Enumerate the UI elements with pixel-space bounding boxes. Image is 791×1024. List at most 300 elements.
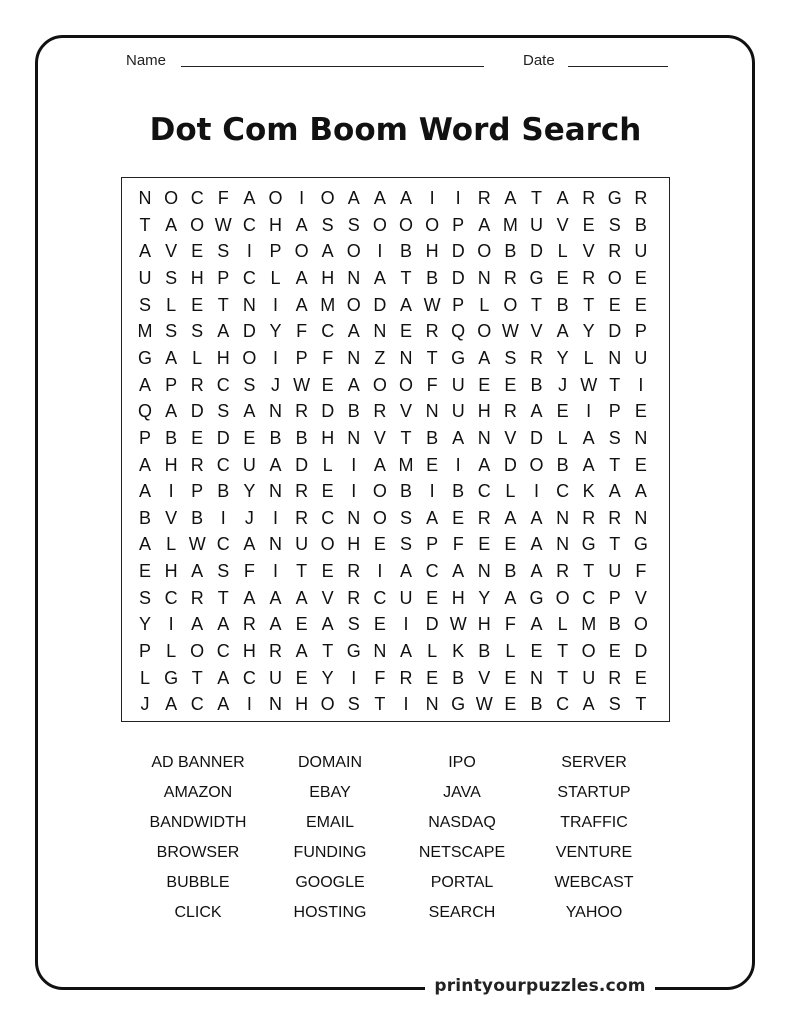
grid-letter[interactable]: S <box>399 507 412 528</box>
grid-letter[interactable]: N <box>556 534 570 555</box>
grid-letter[interactable]: E <box>634 401 647 422</box>
grid-letter[interactable]: N <box>269 534 282 555</box>
grid-letter[interactable]: C <box>582 587 596 608</box>
grid-letter[interactable]: D <box>634 641 648 662</box>
grid-letter[interactable]: P <box>295 347 308 368</box>
grid-letter[interactable]: N <box>347 507 361 528</box>
grid-letter[interactable]: T <box>609 454 621 475</box>
grid-letter[interactable]: C <box>216 454 230 475</box>
grid-letter[interactable]: H <box>190 267 204 288</box>
grid-letter[interactable]: D <box>608 321 622 342</box>
grid-letter[interactable]: A <box>452 561 465 582</box>
grid-letter[interactable]: I <box>246 694 252 715</box>
grid-letter[interactable]: A <box>321 614 334 635</box>
grid-letter[interactable]: B <box>347 401 360 422</box>
grid-letter[interactable]: E <box>478 534 491 555</box>
grid-letter[interactable]: C <box>216 374 230 395</box>
grid-letter[interactable]: R <box>425 321 439 342</box>
grid-letter[interactable]: O <box>607 267 622 288</box>
grid-letter[interactable]: B <box>399 481 412 502</box>
grid-letter[interactable]: O <box>372 507 387 528</box>
grid-letter[interactable]: O <box>581 641 596 662</box>
grid-letter[interactable]: T <box>217 294 229 315</box>
grid-letter[interactable]: K <box>582 481 595 502</box>
grid-letter[interactable]: B <box>269 427 282 448</box>
grid-letter[interactable]: L <box>166 641 177 662</box>
grid-letter[interactable]: O <box>398 374 413 395</box>
grid-letter[interactable]: A <box>191 614 204 635</box>
grid-letter[interactable]: Y <box>478 587 491 608</box>
grid-letter[interactable]: A <box>582 427 595 448</box>
grid-letter[interactable]: O <box>372 481 387 502</box>
grid-letter[interactable]: C <box>477 481 491 502</box>
grid-letter[interactable]: D <box>425 614 439 635</box>
grid-letter[interactable]: K <box>452 641 465 662</box>
grid-letter[interactable]: A <box>243 587 256 608</box>
grid-letter[interactable]: I <box>351 481 357 502</box>
grid-letter[interactable]: E <box>478 374 491 395</box>
grid-letter[interactable]: D <box>295 454 309 475</box>
grid-letter[interactable]: M <box>502 214 518 235</box>
grid-letter[interactable]: H <box>347 534 361 555</box>
grid-letter[interactable]: F <box>322 347 334 368</box>
grid-letter[interactable]: V <box>165 241 178 262</box>
grid-letter[interactable]: S <box>191 321 204 342</box>
grid-letter[interactable]: R <box>608 507 622 528</box>
grid-letter[interactable]: C <box>321 321 335 342</box>
grid-letter[interactable]: O <box>555 587 570 608</box>
grid-letter[interactable]: E <box>191 241 204 262</box>
grid-letter[interactable]: A <box>269 454 282 475</box>
name-field-line[interactable] <box>181 66 484 67</box>
grid-letter[interactable]: S <box>321 214 334 235</box>
grid-letter[interactable]: N <box>138 188 152 208</box>
grid-letter[interactable]: S <box>138 587 151 608</box>
grid-letter[interactable]: B <box>556 294 569 315</box>
grid-letter[interactable]: T <box>531 294 542 315</box>
grid-letter[interactable]: T <box>322 641 334 662</box>
grid-letter[interactable]: E <box>634 667 647 688</box>
grid-letter[interactable]: W <box>214 214 232 235</box>
grid-letter[interactable]: R <box>399 667 413 688</box>
grid-letter[interactable]: O <box>633 614 648 635</box>
grid-letter[interactable]: D <box>503 454 517 475</box>
grid-letter[interactable]: H <box>451 587 465 608</box>
grid-letter[interactable]: I <box>272 294 278 315</box>
grid-letter[interactable]: U <box>295 534 309 555</box>
grid-letter[interactable]: L <box>505 641 516 662</box>
grid-letter[interactable]: A <box>321 241 334 262</box>
grid-letter[interactable]: O <box>164 188 179 208</box>
grid-letter[interactable]: A <box>582 694 595 715</box>
grid-letter[interactable]: H <box>425 241 439 262</box>
grid-letter[interactable]: J <box>558 374 568 395</box>
grid-letter[interactable]: O <box>346 294 361 315</box>
grid-letter[interactable]: O <box>372 374 387 395</box>
grid-letter[interactable]: A <box>504 507 517 528</box>
grid-letter[interactable]: C <box>373 587 387 608</box>
grid-letter[interactable]: T <box>531 188 542 208</box>
grid-letter[interactable]: U <box>399 587 413 608</box>
grid-letter[interactable]: B <box>426 427 439 448</box>
grid-letter[interactable]: P <box>217 267 230 288</box>
grid-letter[interactable]: I <box>168 614 174 635</box>
grid-letter[interactable]: T <box>557 641 569 662</box>
grid-letter[interactable]: E <box>295 667 308 688</box>
grid-letter[interactable]: T <box>191 667 203 688</box>
grid-letter[interactable]: M <box>581 614 597 635</box>
grid-letter[interactable]: E <box>321 561 334 582</box>
grid-letter[interactable]: I <box>272 347 278 368</box>
grid-letter[interactable]: H <box>477 401 491 422</box>
grid-letter[interactable]: A <box>165 694 178 715</box>
grid-letter[interactable]: E <box>321 374 334 395</box>
grid-letter[interactable]: Y <box>321 667 334 688</box>
grid-letter[interactable]: F <box>635 561 647 582</box>
grid-letter[interactable]: B <box>165 427 178 448</box>
grid-letter[interactable]: H <box>216 347 230 368</box>
grid-letter[interactable]: A <box>138 374 151 395</box>
grid-letter[interactable]: A <box>347 321 360 342</box>
grid-letter[interactable]: N <box>347 267 361 288</box>
grid-letter[interactable]: E <box>295 614 308 635</box>
grid-letter[interactable]: S <box>217 561 230 582</box>
grid-letter[interactable]: P <box>426 534 439 555</box>
grid-letter[interactable]: G <box>607 188 622 208</box>
grid-letter[interactable]: A <box>399 641 412 662</box>
grid-letter[interactable]: A <box>217 321 230 342</box>
grid-letter[interactable]: U <box>138 267 152 288</box>
grid-letter[interactable]: O <box>268 188 283 208</box>
grid-letter[interactable]: R <box>269 641 282 662</box>
grid-letter[interactable]: V <box>165 507 178 528</box>
grid-letter[interactable]: A <box>530 507 543 528</box>
grid-letter[interactable]: U <box>242 454 256 475</box>
grid-letter[interactable]: P <box>452 214 465 235</box>
grid-letter[interactable]: C <box>242 214 256 235</box>
grid-letter[interactable]: N <box>399 347 413 368</box>
grid-letter[interactable]: R <box>190 374 204 395</box>
grid-letter[interactable]: R <box>530 347 543 368</box>
grid-letter[interactable]: A <box>243 188 256 208</box>
grid-letter[interactable]: E <box>504 534 517 555</box>
grid-letter[interactable]: B <box>478 641 491 662</box>
grid-letter[interactable]: R <box>190 454 204 475</box>
grid-letter[interactable]: L <box>557 427 568 448</box>
grid-letter[interactable]: H <box>164 454 178 475</box>
grid-letter[interactable]: J <box>271 374 280 395</box>
grid-letter[interactable]: O <box>503 294 518 315</box>
grid-letter[interactable]: I <box>377 241 383 262</box>
grid-letter[interactable]: E <box>634 454 647 475</box>
grid-letter[interactable]: T <box>139 214 151 235</box>
grid-letter[interactable]: H <box>321 267 335 288</box>
grid-letter[interactable]: U <box>634 241 648 262</box>
grid-letter[interactable]: R <box>582 267 596 288</box>
grid-letter[interactable]: D <box>451 241 465 262</box>
grid-letter[interactable]: R <box>347 587 361 608</box>
grid-letter[interactable]: A <box>556 321 569 342</box>
grid-letter[interactable]: N <box>269 694 282 715</box>
grid-letter[interactable]: A <box>217 667 230 688</box>
grid-letter[interactable]: A <box>295 214 308 235</box>
grid-letter[interactable]: Z <box>374 347 386 368</box>
grid-letter[interactable]: Y <box>138 614 151 635</box>
grid-letter[interactable]: E <box>426 587 439 608</box>
grid-letter[interactable]: A <box>295 294 308 315</box>
grid-letter[interactable]: E <box>608 294 621 315</box>
grid-letter[interactable]: R <box>582 507 596 528</box>
grid-letter[interactable]: A <box>217 694 230 715</box>
grid-letter[interactable]: E <box>321 481 334 502</box>
grid-letter[interactable]: G <box>581 534 596 555</box>
grid-letter[interactable]: I <box>351 667 357 688</box>
grid-letter[interactable]: S <box>165 267 178 288</box>
grid-letter[interactable]: W <box>580 374 598 395</box>
grid-letter[interactable]: T <box>374 694 386 715</box>
grid-letter[interactable]: A <box>243 401 256 422</box>
grid-letter[interactable]: F <box>452 534 464 555</box>
grid-letter[interactable]: E <box>556 401 569 422</box>
grid-letter[interactable]: G <box>346 641 361 662</box>
grid-letter[interactable]: L <box>557 614 568 635</box>
grid-letter[interactable]: A <box>217 614 230 635</box>
grid-letter[interactable]: A <box>243 534 256 555</box>
grid-letter[interactable]: O <box>372 214 387 235</box>
grid-letter[interactable]: E <box>634 294 647 315</box>
grid-letter[interactable]: R <box>503 401 517 422</box>
grid-letter[interactable]: L <box>583 347 594 368</box>
grid-letter[interactable]: A <box>608 481 621 502</box>
grid-letter[interactable]: S <box>217 401 230 422</box>
grid-letter[interactable]: R <box>295 481 309 502</box>
grid-letter[interactable]: I <box>429 188 435 208</box>
grid-letter[interactable]: A <box>165 401 178 422</box>
grid-letter[interactable]: C <box>216 641 230 662</box>
grid-letter[interactable]: L <box>192 347 203 368</box>
grid-letter[interactable]: A <box>138 534 151 555</box>
grid-letter[interactable]: T <box>583 561 595 582</box>
grid-letter[interactable]: Y <box>582 321 595 342</box>
grid-letter[interactable]: F <box>296 321 308 342</box>
grid-letter[interactable]: O <box>320 534 335 555</box>
grid-letter[interactable]: B <box>295 427 308 448</box>
grid-letter[interactable]: G <box>529 587 544 608</box>
grid-letter[interactable]: L <box>166 294 177 315</box>
grid-letter[interactable]: R <box>242 614 256 635</box>
grid-letter[interactable]: B <box>191 507 204 528</box>
grid-letter[interactable]: E <box>373 534 386 555</box>
grid-letter[interactable]: V <box>556 214 569 235</box>
grid-letter[interactable]: E <box>138 561 151 582</box>
grid-letter[interactable]: P <box>608 401 621 422</box>
grid-letter[interactable]: U <box>582 667 596 688</box>
grid-letter[interactable]: E <box>399 321 412 342</box>
grid-letter[interactable]: I <box>220 507 226 528</box>
grid-letter[interactable]: R <box>503 267 517 288</box>
grid-letter[interactable]: O <box>242 347 257 368</box>
grid-letter[interactable]: I <box>246 241 252 262</box>
grid-letter[interactable]: C <box>190 694 204 715</box>
grid-letter[interactable]: U <box>451 401 465 422</box>
grid-letter[interactable]: E <box>191 427 204 448</box>
grid-letter[interactable]: I <box>455 188 461 208</box>
grid-letter[interactable]: A <box>478 347 491 368</box>
grid-letter[interactable]: O <box>190 214 205 235</box>
grid-letter[interactable]: T <box>609 534 621 555</box>
grid-letter[interactable]: A <box>269 587 282 608</box>
grid-letter[interactable]: I <box>299 188 305 208</box>
grid-letter[interactable]: N <box>347 427 361 448</box>
grid-letter[interactable]: N <box>634 507 648 528</box>
grid-letter[interactable]: N <box>269 401 282 422</box>
grid-letter[interactable]: O <box>320 694 335 715</box>
grid-letter[interactable]: G <box>451 347 466 368</box>
grid-letter[interactable]: A <box>582 454 595 475</box>
grid-letter[interactable]: E <box>634 267 647 288</box>
grid-letter[interactable]: C <box>216 534 230 555</box>
grid-letter[interactable]: H <box>295 694 309 715</box>
grid-letter[interactable]: P <box>634 321 647 342</box>
grid-letter[interactable]: B <box>530 374 543 395</box>
grid-letter[interactable]: M <box>137 321 153 342</box>
grid-letter[interactable]: H <box>269 214 282 235</box>
grid-letter[interactable]: R <box>477 188 491 208</box>
grid-letter[interactable]: A <box>191 561 204 582</box>
date-field-line[interactable] <box>568 66 668 67</box>
grid-letter[interactable]: U <box>269 667 282 688</box>
grid-letter[interactable]: O <box>294 241 309 262</box>
grid-letter[interactable]: R <box>608 667 622 688</box>
grid-letter[interactable]: T <box>635 694 647 715</box>
grid-letter[interactable]: U <box>634 347 648 368</box>
grid-letter[interactable]: T <box>583 294 595 315</box>
grid-letter[interactable]: N <box>425 694 439 715</box>
grid-letter[interactable]: G <box>164 667 179 688</box>
grid-letter[interactable]: A <box>478 454 491 475</box>
grid-letter[interactable]: F <box>504 614 516 635</box>
grid-letter[interactable]: E <box>426 454 439 475</box>
grid-letter[interactable]: I <box>455 454 461 475</box>
grid-letter[interactable]: C <box>425 561 439 582</box>
grid-letter[interactable]: S <box>138 294 151 315</box>
grid-letter[interactable]: D <box>530 427 543 448</box>
grid-letter[interactable]: A <box>452 427 465 448</box>
grid-letter[interactable]: L <box>322 454 333 475</box>
grid-letter[interactable]: F <box>243 561 255 582</box>
grid-letter[interactable]: H <box>164 561 178 582</box>
grid-letter[interactable]: T <box>217 587 229 608</box>
grid-letter[interactable]: W <box>293 374 311 395</box>
grid-letter[interactable]: P <box>138 641 151 662</box>
grid-letter[interactable]: B <box>504 561 517 582</box>
grid-letter[interactable]: T <box>557 667 569 688</box>
grid-letter[interactable]: N <box>634 427 648 448</box>
grid-letter[interactable]: R <box>582 188 596 208</box>
grid-letter[interactable]: S <box>608 427 621 448</box>
grid-letter[interactable]: D <box>216 427 230 448</box>
grid-letter[interactable]: I <box>272 507 278 528</box>
grid-letter[interactable]: A <box>530 534 543 555</box>
grid-letter[interactable]: V <box>373 427 386 448</box>
grid-letter[interactable]: S <box>347 694 360 715</box>
grid-letter[interactable]: I <box>351 454 357 475</box>
grid-letter[interactable]: N <box>477 267 491 288</box>
grid-letter[interactable]: W <box>501 321 519 342</box>
grid-letter[interactable]: C <box>556 694 570 715</box>
grid-letter[interactable]: A <box>138 454 151 475</box>
grid-letter[interactable]: G <box>137 347 152 368</box>
grid-letter[interactable]: R <box>295 507 309 528</box>
grid-letter[interactable]: H <box>242 641 256 662</box>
grid-letter[interactable]: L <box>270 267 281 288</box>
grid-letter[interactable]: B <box>217 481 230 502</box>
grid-letter[interactable]: Y <box>243 481 256 502</box>
grid-letter[interactable]: C <box>556 481 570 502</box>
grid-letter[interactable]: F <box>426 374 438 395</box>
grid-letter[interactable]: F <box>374 667 386 688</box>
grid-letter[interactable]: D <box>242 321 256 342</box>
grid-letter[interactable]: A <box>138 241 151 262</box>
grid-letter[interactable]: Q <box>451 321 466 342</box>
grid-letter[interactable]: A <box>347 188 360 208</box>
grid-letter[interactable]: H <box>321 427 335 448</box>
grid-letter[interactable]: S <box>217 241 230 262</box>
grid-letter[interactable]: R <box>477 507 491 528</box>
grid-letter[interactable]: S <box>165 321 178 342</box>
grid-letter[interactable]: V <box>399 401 412 422</box>
grid-letter[interactable]: S <box>347 614 360 635</box>
grid-letter[interactable]: V <box>582 241 595 262</box>
grid-letter[interactable]: E <box>426 667 439 688</box>
grid-letter[interactable]: N <box>425 401 439 422</box>
grid-letter[interactable]: N <box>608 347 622 368</box>
grid-letter[interactable]: A <box>165 347 178 368</box>
grid-letter[interactable]: E <box>504 694 517 715</box>
grid-letter[interactable]: L <box>427 641 438 662</box>
grid-letter[interactable]: I <box>586 401 592 422</box>
grid-letter[interactable]: B <box>530 694 543 715</box>
grid-letter[interactable]: H <box>477 614 491 635</box>
grid-letter[interactable]: B <box>608 614 621 635</box>
grid-letter[interactable]: L <box>139 667 150 688</box>
grid-letter[interactable]: T <box>426 347 438 368</box>
grid-letter[interactable]: A <box>634 481 647 502</box>
grid-letter[interactable]: B <box>452 667 465 688</box>
grid-letter[interactable]: U <box>530 214 543 235</box>
grid-letter[interactable]: P <box>138 427 151 448</box>
grid-letter[interactable]: R <box>634 188 648 208</box>
grid-letter[interactable]: J <box>244 507 254 528</box>
grid-letter[interactable]: R <box>190 587 204 608</box>
grid-letter[interactable]: D <box>321 401 335 422</box>
grid-letter[interactable]: L <box>166 534 177 555</box>
grid-letter[interactable]: V <box>321 587 334 608</box>
grid-letter[interactable]: E <box>556 267 569 288</box>
grid-letter[interactable]: O <box>477 241 492 262</box>
grid-letter[interactable]: R <box>373 401 387 422</box>
grid-letter[interactable]: J <box>140 694 150 715</box>
grid-letter[interactable]: D <box>373 294 387 315</box>
grid-letter[interactable]: I <box>403 694 409 715</box>
grid-letter[interactable]: A <box>530 614 543 635</box>
grid-letter[interactable]: R <box>347 561 361 582</box>
grid-letter[interactable]: A <box>295 267 308 288</box>
grid-letter[interactable]: N <box>373 641 387 662</box>
grid-letter[interactable]: A <box>295 641 308 662</box>
grid-letter[interactable]: R <box>608 241 622 262</box>
grid-letter[interactable]: G <box>451 694 466 715</box>
